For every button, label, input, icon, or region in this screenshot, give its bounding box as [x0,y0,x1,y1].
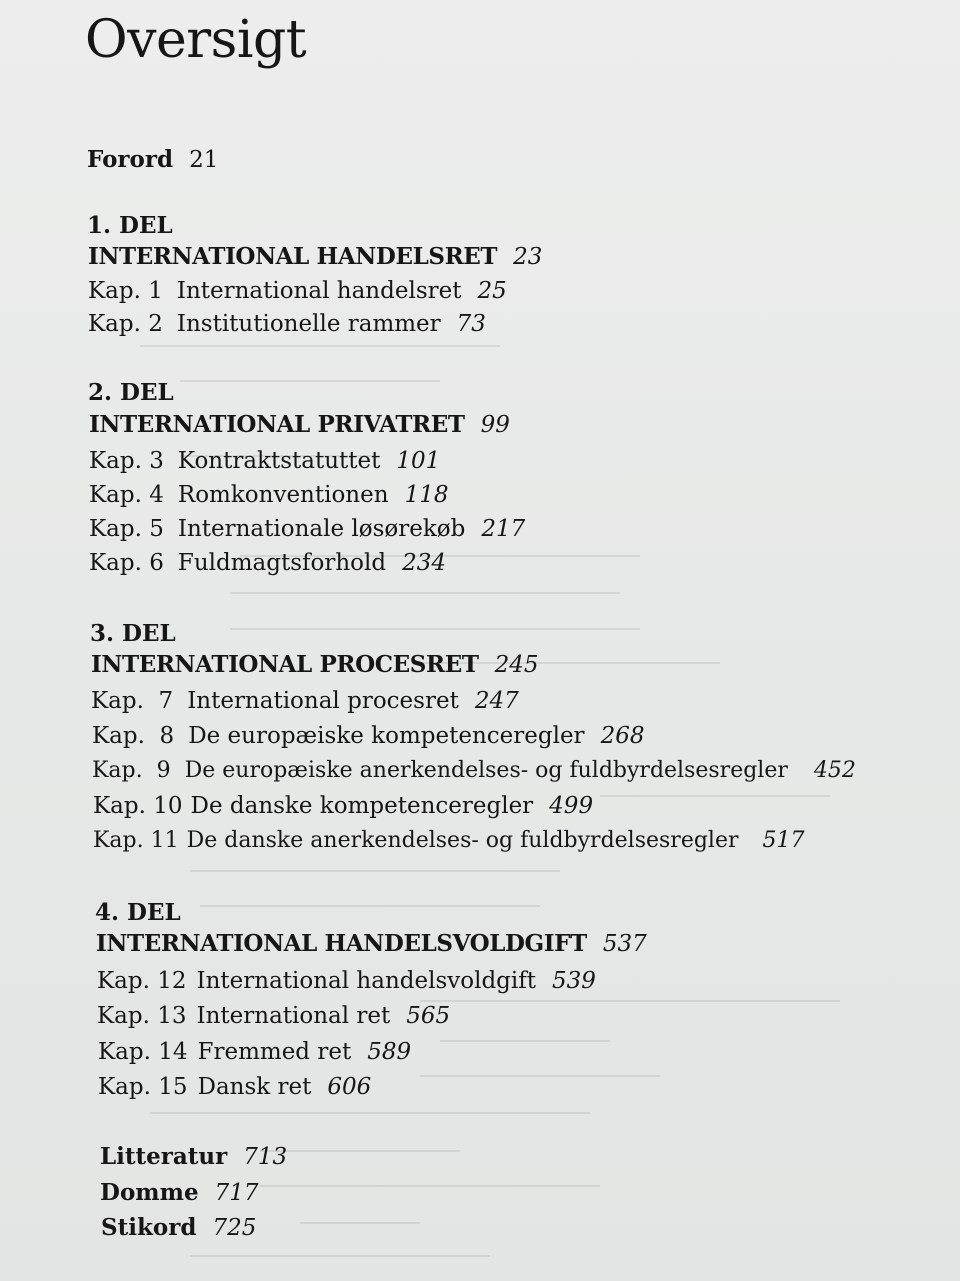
part-heading: 3. DEL [90,620,176,647]
chapter-title: Institutionelle rammer [176,311,441,337]
part-heading: 2. DEL [88,379,174,406]
chapter-page: 589 [367,1039,412,1065]
chapter-page: 499 [549,793,594,819]
chapter-number: Kap. 15 [98,1074,188,1100]
chapter-title: International procesret [187,688,459,714]
chapter-entry [89,514,525,544]
chapter-entry [98,1037,411,1067]
chapter-page: 247 [474,688,519,714]
chapter-title: Fuldmagtsforhold [177,550,387,576]
chapter-title: Romkonventionen [177,482,389,508]
chapter-number: Kap. 10 [93,793,183,819]
chapter-number: Kap. 4 [89,482,164,508]
part-title: INTERNATIONAL PROCESRET [91,651,479,678]
chapter-page: 101 [396,448,441,474]
part-title-entry [91,650,538,680]
chapter-entry [92,721,644,751]
chapter-entry [97,1001,450,1031]
chapter-page: 118 [404,482,449,508]
back-matter-label: Litteratur [100,1143,228,1170]
chapter-page: 539 [552,968,596,994]
chapter-number: Kap. 3 [89,448,164,474]
chapter-page: 565 [406,1003,451,1029]
chapter-page: 73 [456,311,486,337]
chapter-number: Kap. 1 [88,278,163,304]
part-title-entry [89,410,510,440]
chapter-title: De europæiske anerkendelses- og fuldbyrdelsesregler [184,758,788,783]
part-page: 537 [602,931,647,957]
chapter-number: Kap. 12 [97,968,187,994]
chapter-title: De danske anerkendelses- og fuldbyrdelsesregler [186,828,739,853]
chapter-number: Kap. 7 [91,688,174,714]
chapter-entry [91,686,519,716]
chapter-page: 217 [481,516,526,542]
chapter-page: 606 [327,1074,372,1100]
page-title: Oversigt [85,10,307,70]
part-title: INTERNATIONAL PRIVATRET [89,411,465,438]
chapter-page: 517 [762,828,805,853]
chapter-page: 25 [477,278,507,304]
chapter-title: De danske kompetenceregler [190,793,534,819]
foreword-entry [87,145,218,175]
back-matter-label: Stikord [101,1214,197,1241]
chapter-entry [93,791,593,821]
part-title-entry [96,929,647,959]
part-page: 99 [480,412,510,438]
chapter-number: Kap. 6 [89,550,164,576]
chapter-page: 234 [402,550,447,576]
chapter-title: Internationale løsørekøb [177,516,466,542]
chapter-number: Kap. 9 [92,758,171,783]
back-matter-entry [100,1142,287,1172]
chapter-page: 452 [813,758,856,783]
chapter-page: 268 [600,723,645,749]
back-matter-entry [100,1178,259,1208]
chapter-number: Kap. 14 [98,1039,188,1065]
part-title-entry [88,242,542,272]
chapter-entry [88,276,507,306]
part-page: 23 [513,244,543,270]
chapter-title: Kontraktstatuttet [177,448,381,474]
chapter-entry [89,480,448,510]
chapter-entry [89,548,446,578]
back-matter-page: 717 [214,1180,259,1206]
chapter-title: International handelsret [176,278,462,304]
chapter-entry [93,826,805,856]
chapter-number: Kap. 2 [88,311,163,337]
chapter-entry [88,309,486,339]
chapter-title: Fremmed ret [197,1039,352,1065]
chapter-title: International handelsvoldgift [196,968,537,994]
chapter-number: Kap. 11 [93,828,179,853]
chapter-number: Kap. 13 [97,1003,187,1029]
back-matter-label: Domme [100,1179,199,1206]
chapter-entry [98,1072,371,1102]
back-matter-page: 713 [243,1144,288,1170]
foreword-page: 21 [189,147,219,173]
part-heading: 4. DEL [95,899,181,926]
back-matter-page: 725 [212,1215,257,1241]
chapter-title: International ret [196,1003,391,1029]
chapter-number: Kap. 5 [89,516,164,542]
part-heading: 1. DEL [87,212,173,239]
chapter-title: Dansk ret [197,1074,312,1100]
chapter-entry [89,446,440,476]
chapter-number: Kap. 8 [92,723,175,749]
part-title: INTERNATIONAL HANDELSVOLDGIFT [96,930,587,957]
chapter-title: De europæiske kompetenceregler [188,723,585,749]
part-title: INTERNATIONAL HANDELSRET [88,243,498,270]
foreword-label: Forord [87,146,174,173]
part-page: 245 [494,652,539,678]
back-matter-entry [101,1213,256,1243]
chapter-entry [92,756,856,786]
chapter-entry [97,966,596,996]
